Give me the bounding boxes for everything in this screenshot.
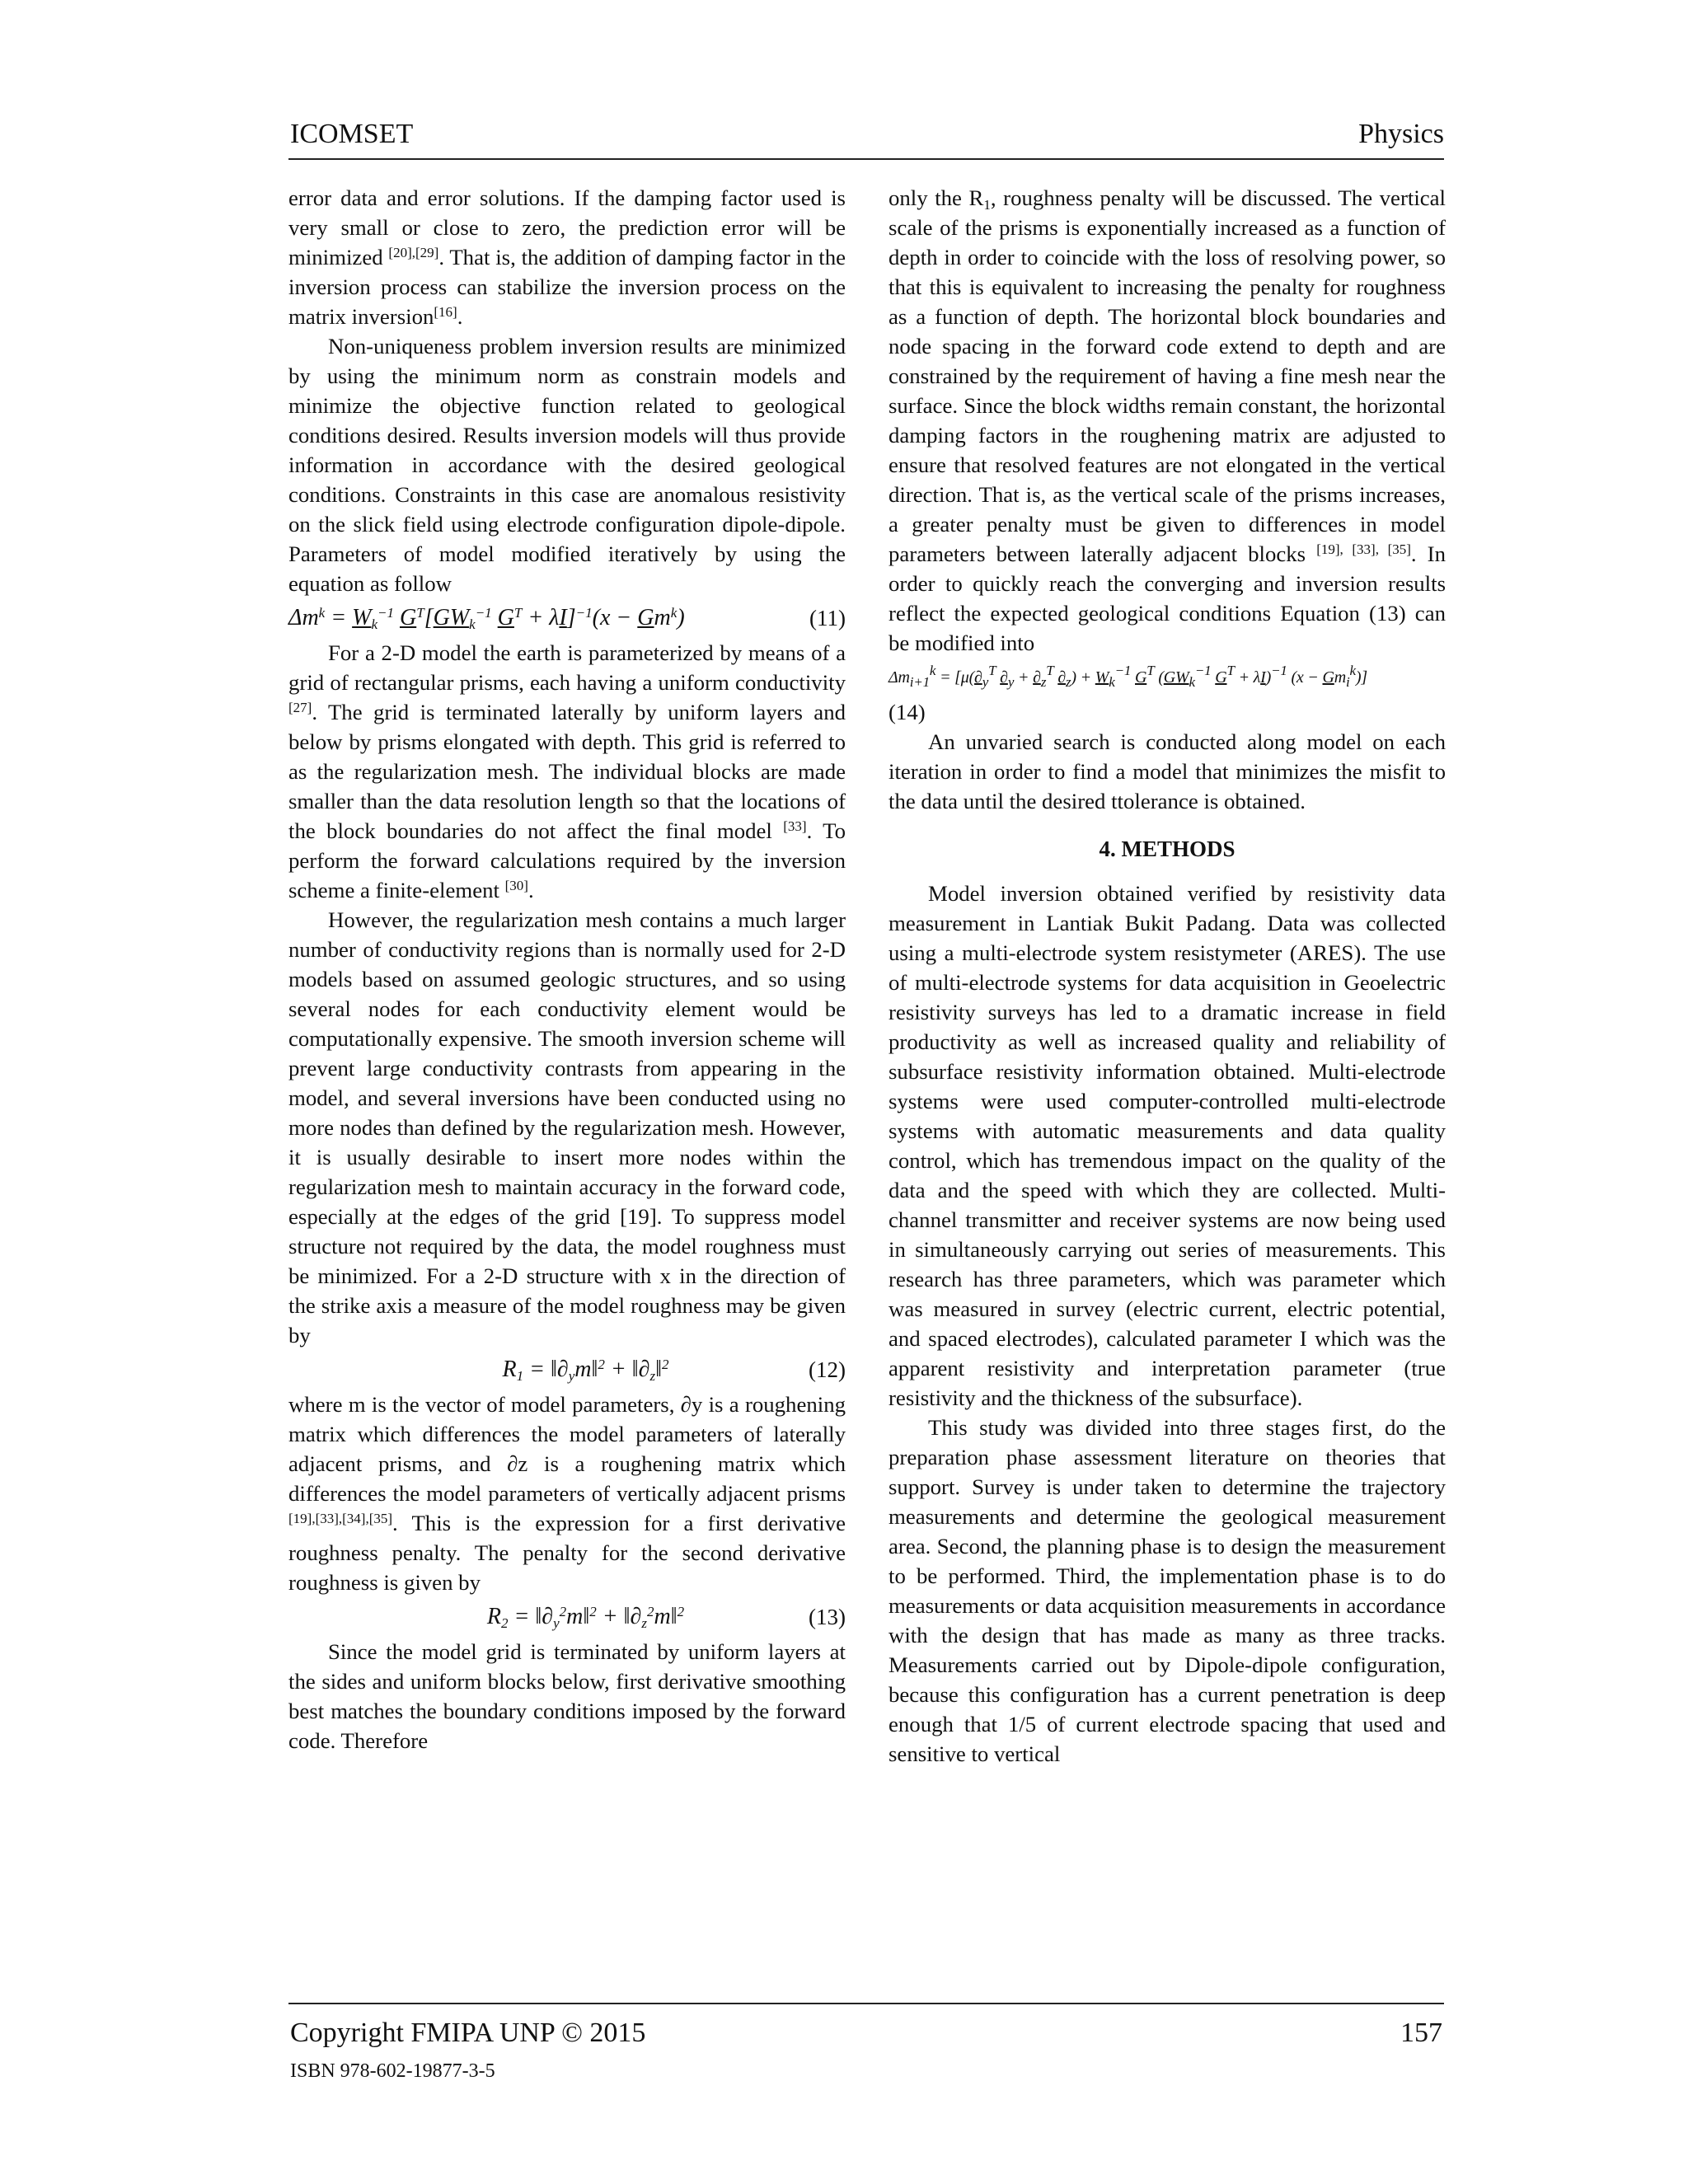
equation-11: $\Delta m^k = W_k^{-1}$ $G^T[GW_k^{-1}$ $G^T + \lambda I]^{-1}(x - Gm^k)$ (11) — [288, 605, 846, 632]
copyright: Copyright FMIPA UNP © 2015 — [290, 2018, 646, 2048]
citation: [27] — [288, 700, 312, 715]
paragraph: Non-uniqueness problem inversion results are minimized by using the minimum norm as constrain models and minimize the objective function related to geological conditions desired. Results inversion models will thus provide information in accordance with the desired geological conditions. Constraints in this case are anomalous resistivity on the slick field using electrode configuration dipole-dipole. Parameters of model modified iteratively by using the equation as follow — [288, 334, 846, 596]
left-column — [288, 183, 846, 1755]
citation: [20],[29] — [388, 245, 439, 260]
paragraph: Model inversion obtained verified by resistivity data measurement in Lantiak Bukit Padang. Data was collected using a multi-electrode system resistymeter (ARES). The use of multi-electrode systems for data acquisition in Geoelectric resistivity surveys has led to a dramatic increase in field productivity as well as increased quality and reliability of subsurface resistivity information obtained. Multi-electrode systems were used computer-controlled multi-electrode systems with automatic measurements and data quality control, which has tremendous impact on the quality of the data and the speed with which they are collected. Multi-channel transmitter and receiver systems are now being used in simultaneously carrying out series of measurements. This research has three parameters, which was parameter which was measured in survey (electric current, electric potential, and spaced electrodes), calculated parameter I which was the apparent resistivity and interpretation parameter (true resistivity and the thickness of the subsurface). — [889, 881, 1446, 1410]
right-column — [889, 183, 1446, 1769]
citation: [30] — [504, 878, 528, 893]
equation-12: $R_1$ = $‖\partial_ym‖^2$ + $‖\partial_z‖^2$ (12) — [502, 1357, 846, 1384]
header-conference: ICOMSET — [290, 119, 414, 149]
paragraph: Since the model grid is terminated by uniform layers at the sides and uniform blocks below, first derivative smoothing best matches the boundary conditions imposed by the forward code. Therefore — [288, 1639, 846, 1753]
header-subject: Physics — [1358, 119, 1444, 149]
running-header — [290, 114, 1444, 150]
section-title: 4. METHODS — [1099, 837, 1236, 861]
isbn: ISBN 978-602-19877-3-5 — [290, 2060, 495, 2082]
citation: [19], [33], [35] — [1316, 541, 1411, 557]
citation: [16] — [434, 304, 457, 320]
equation-number: (14) — [889, 700, 926, 724]
citation: [33] — [783, 818, 807, 834]
paragraph: An unvaried search is conducted along model on each iteration in order to find a model that minimizes the misfit to the data until the desired ttolerance is obtained. — [889, 729, 1446, 813]
equation-number: (12) — [809, 1357, 846, 1382]
page-number: 157 — [1400, 2018, 1442, 2048]
paragraph: error data and error solutions. If the damping factor used is very small or close to zero, the prediction error will be minimized [20],[29]. That is, the addition of damping factor in the inversion process can stabilize the inversion process on the matrix inversion[16]. — [288, 185, 846, 329]
citation: [19],[33],[34],[35] — [288, 1511, 393, 1526]
footer-rule — [288, 2003, 1444, 2004]
equation-14: $\Delta m_{i+1}^k = [\mu(\partial_y^T$ $\partial_y + \partial_z^T$ $\partial_z) + W_k^{-1}$ $G^T$ ($GW_k^{-1}$ $G^T + \lambda I)^{-1}$ $(x - Gm_i^k)$] — [889, 663, 1367, 690]
paragraph: This study was divided into three stages first, do the preparation phase assessment literature on theories that support. Survey is under taken to determine the trajectory measurements and determine the geological measurement area. Second, the planning phase is to design the measurement to be performed. Third, the implementation phase is to do measurements or data acquisition measurements in accordance with the design that has made as many as three tracks. Measurements carried out by Dipole-dipole configuration, because this configuration has a current penetration is deep enough that 1/5 of current electrode spacing that used and sensitive to vertical — [889, 1415, 1446, 1766]
paragraph: For a 2-D model the earth is parameterized by means of a grid of rectangular prisms, each having a uniform conductivity [27]. The grid is terminated laterally by uniform layers and below by prisms elongated with depth. This grid is referred to as the regularization mesh. The individual blocks are made smaller than the data resolution length so that the locations of the block boundaries do not affect the final model [33]. To perform the forward calculations required by the inversion scheme a finite-element [30]. — [288, 640, 846, 902]
equation-number: (11) — [809, 606, 846, 630]
equation-number: (13) — [809, 1605, 846, 1629]
paragraph: where m is the vector of model parameters, ∂y is a roughening matrix which differences the model parameters of laterally adjacent prisms, and ∂z is a roughening matrix which differences the model parameters of vertically adjacent prisms [19],[33],[34],[35]. This is the expression for a first derivative roughness penalty. The penalty for the second derivative roughness is given by — [288, 1392, 846, 1595]
paragraph: only the $R_1$, roughness penalty will be discussed. The vertical scale of the prisms is exponentially increased as a function of depth in order to coincide with the loss of resolving power, so that this is equivalent to increasing the penalty for roughness as a function of depth. The horizontal block boundaries and node spacing in the forward code extend to depth and are constrained by the requirement of having a fine mesh near the surface. Since the block widths remain constant, the horizontal damping factors in the roughening matrix are adjusted to ensure that resolved features are not elongated in the vertical direction. That is, as the vertical scale of the prisms increases, a greater penalty must be given to differences in model parameters between laterally adjacent blocks [19], [33], [35]. In order to quickly reach the converging and inversion results reflect the expected geological conditions Equation (13) can be modified into — [889, 185, 1446, 655]
equation-13: $R_2$ = $‖\partial_y^2m‖^2$ + $‖\partial_z^2m‖^2$ (13) — [486, 1604, 846, 1631]
header-rule — [288, 158, 1444, 160]
paragraph: However, the regularization mesh contains a much larger number of conductivity regions than is normally used for 2-D models based on assumed geologic structures, and so using several nodes for each conductivity element would be computationally expensive. The smooth inversion scheme will prevent large conductivity contrasts from appearing in the model, and several inversions have been conducted using no more nodes than defined by the regularization mesh. However, it is usually desirable to insert more nodes within the regularization mesh to maintain accuracy in the forward code, especially at the edges of the grid [19]. To suppress model structure not required by the data, the model roughness must be minimized. For a 2-D structure with x in the direction of the strike axis a measure of the model roughness may be given by — [288, 907, 846, 1347]
